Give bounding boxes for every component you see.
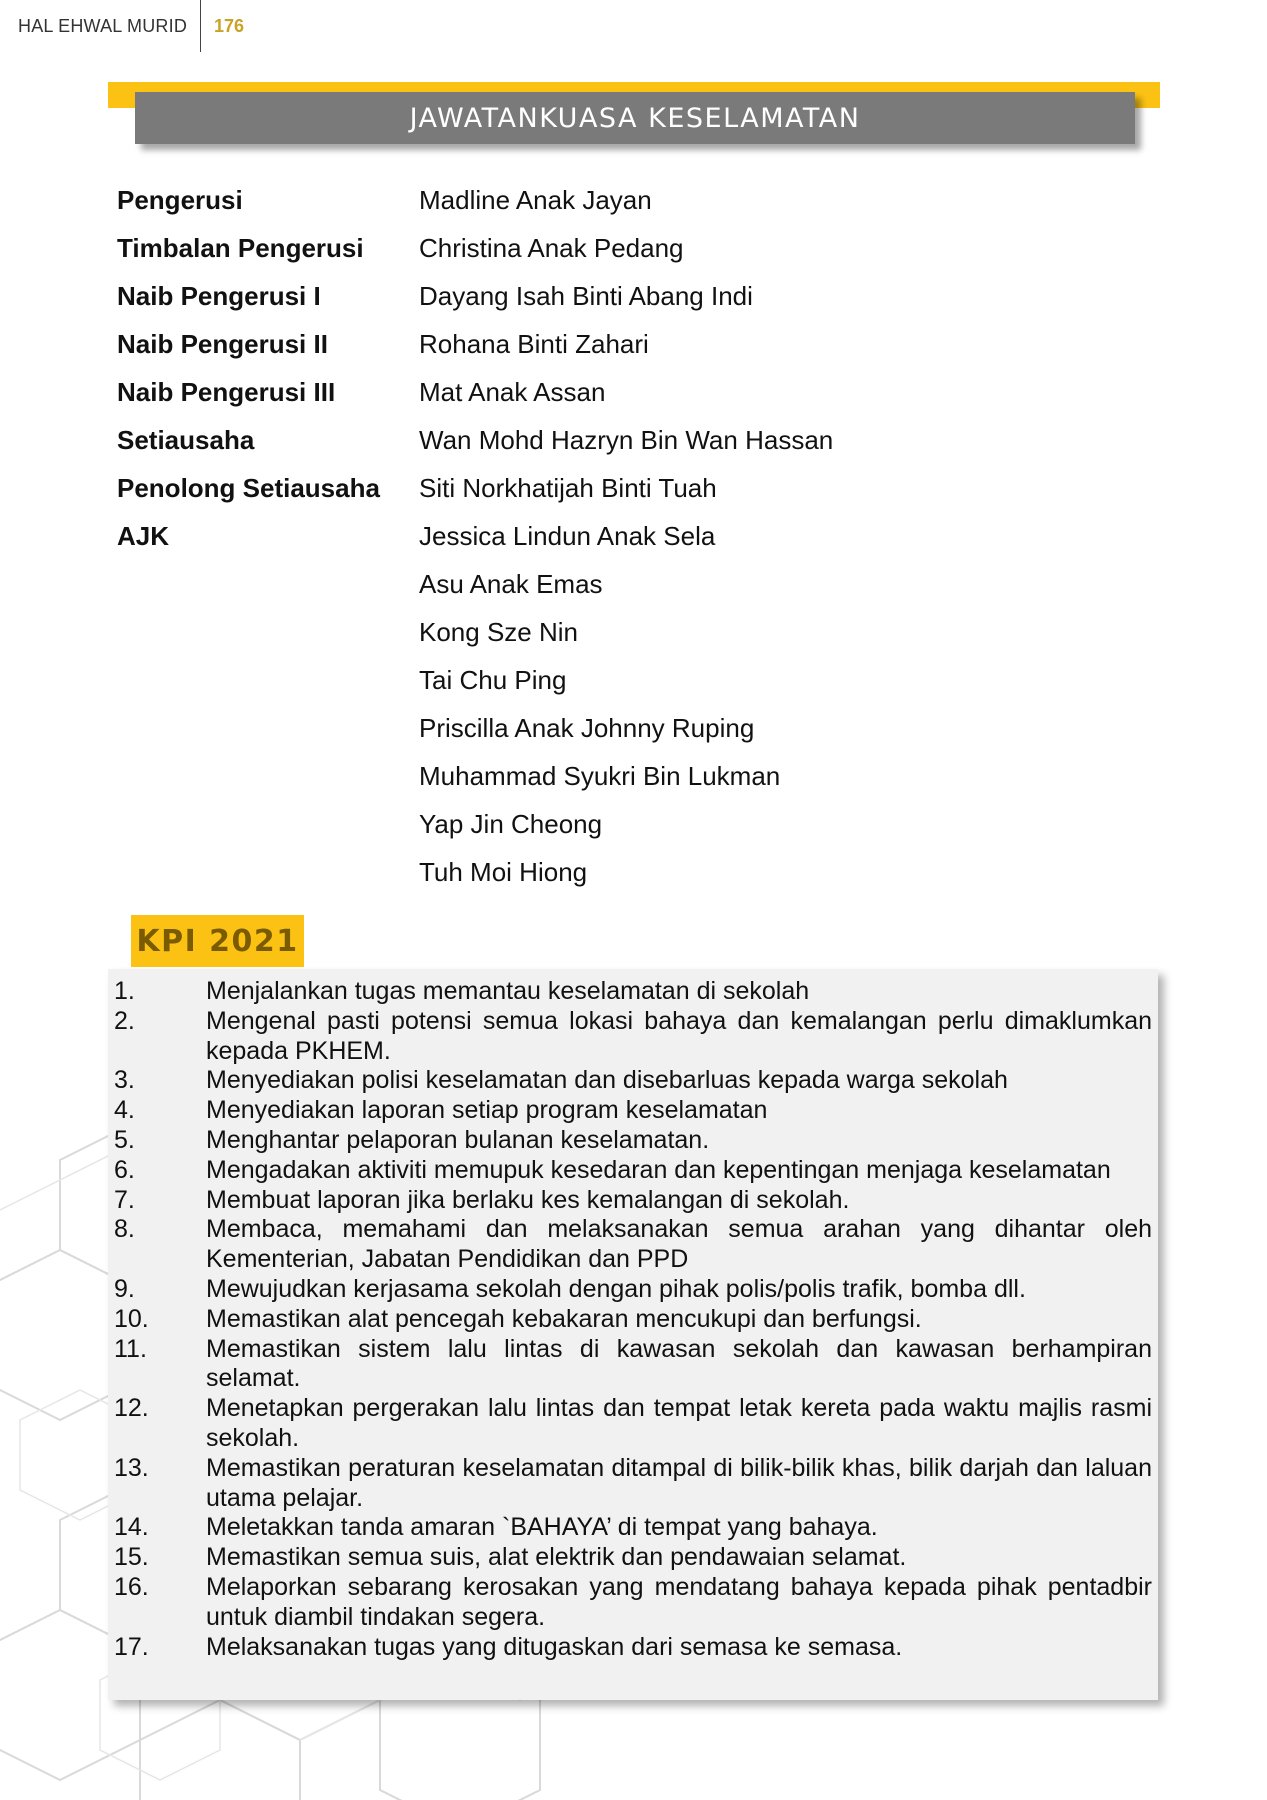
committee-row [117,656,833,704]
committee-row [117,512,833,560]
kpi-item-number: 6. [114,1155,135,1184]
kpi-item [108,1066,1158,1096]
kpi-panel [108,969,1158,1700]
kpi-item-number: 1. [114,977,135,1005]
committee-role: AJK [117,520,170,551]
kpi-list [108,977,1158,1662]
kpi-item-text: Membuat laporan jika berlaku kes kemalangan di sekolah. [206,1185,850,1214]
kpi-item [108,1543,1158,1573]
kpi-item [108,1215,1158,1275]
committee-member-name: Yap Jin Cheong [419,808,603,839]
committee-row [117,224,833,272]
committee-row [117,704,833,752]
committee-member-name: Mat Anak Assan [419,376,606,407]
committee-row [117,800,833,848]
committee-role: Pengerusi [117,184,243,215]
committee-member-name: Kong Sze Nin [419,616,578,647]
kpi-item [108,1633,1158,1663]
committee-member-name: Asu Anak Emas [419,568,603,599]
kpi-item [108,1454,1158,1514]
committee-role: Setiausaha [117,424,255,455]
committee-row [117,320,833,368]
kpi-item-number: 10. [114,1304,149,1333]
committee-role: Naib Pengerusi III [117,376,336,407]
committee-member-name: Tai Chu Ping [419,664,567,695]
kpi-item-number: 12. [114,1394,149,1423]
committee-row [117,272,833,320]
kpi-item [108,1275,1158,1305]
committee-row [117,416,833,464]
committee-row [117,176,833,224]
kpi-item-text: Memastikan alat pencegah kebakaran mencukupi dan berfungsi. [206,1304,922,1333]
page-number: 176 [214,16,245,36]
committee-row [117,368,833,416]
header-divider [200,0,201,52]
committee-member-name: Dayang Isah Binti Abang Indi [419,280,753,311]
kpi-item-number: 5. [114,1125,135,1154]
committee-row [117,752,833,800]
kpi-item [108,1513,1158,1543]
kpi-item-number: 9. [114,1274,135,1303]
running-header-section: HAL EHWAL MURID [18,16,188,36]
kpi-item [108,1126,1158,1156]
kpi-item-text: Menghantar pelaporan bulanan keselamatan. [206,1125,710,1154]
committee-role: Naib Pengerusi I [117,280,321,311]
kpi-item-text: Memastikan peraturan keselamatan ditampal di bilik-bilik khas, bilik darjah dan laluan utama pelajar. [206,1453,1152,1512]
kpi-item-number: 15. [114,1543,149,1572]
kpi-item [108,1186,1158,1216]
committee-row [117,848,833,896]
kpi-item-number: 11. [114,1334,147,1363]
kpi-item [108,1007,1158,1067]
kpi-section-label: KPI 2021 [131,915,304,967]
committee-member-name: Siti Norkhatijah Binti Tuah [419,472,717,503]
committee-row [117,464,833,512]
kpi-item [108,1573,1158,1633]
kpi-item-number: 3. [114,1066,135,1095]
kpi-item [108,977,1158,1007]
kpi-item-number: 7. [114,1185,135,1214]
kpi-item-text: Membaca, memahami dan melaksanakan semua arahan yang dihantar oleh Kementerian, Jabatan Pendidikan dan PPD [206,1215,1152,1274]
committee-member-name: Muhammad Syukri Bin Lukman [419,760,781,791]
committee-member-name: Tuh Moi Hiong [419,856,588,887]
kpi-item-number: 16. [114,1572,149,1601]
kpi-item-text: Memastikan sistem lalu lintas di kawasan sekolah dan kawasan berhampiran selamat. [206,1334,1152,1393]
committee-member-name: Priscilla Anak Johnny Ruping [419,712,755,743]
kpi-item-text: Mewujudkan kerjasama sekolah dengan pihak polis/polis trafik, bomba dll. [206,1274,1026,1303]
kpi-item-text: Melaksanakan tugas yang ditugaskan dari semasa ke semasa. [206,1632,903,1661]
committee-member-name: Wan Mohd Hazryn Bin Wan Hassan [419,424,834,455]
committee-row [117,560,833,608]
committee-member-name: Rohana Binti Zahari [419,328,649,359]
kpi-item [108,1335,1158,1395]
committee-role: Penolong Setiausaha [117,472,380,503]
kpi-item-text: Mengadakan aktiviti memupuk kesedaran dan kepentingan menjaga keselamatan [206,1155,1111,1184]
kpi-item [108,1394,1158,1454]
kpi-item-number: 8. [114,1215,135,1244]
kpi-item-text: Menyediakan polisi keselamatan dan disebarluas kepada warga sekolah [206,1066,1008,1095]
page-title: JAWATANKUASA KESELAMATAN [135,92,1135,144]
kpi-item-number: 17. [114,1632,149,1661]
kpi-item [108,1156,1158,1186]
committee-member-name: Madline Anak Jayan [419,184,652,215]
kpi-item [108,1305,1158,1335]
committee-member-name: Christina Anak Pedang [419,232,684,263]
committee-row [117,608,833,656]
kpi-item-text: Menjalankan tugas memantau keselamatan di sekolah [206,977,810,1005]
kpi-item-number: 14. [114,1513,149,1542]
kpi-item-text: Melaporkan sebarang kerosakan yang mendatang bahaya kepada pihak pentadbir untuk diambil tindakan segera. [206,1572,1152,1631]
committee-member-name: Jessica Lindun Anak Sela [419,520,716,551]
kpi-item-number: 4. [114,1096,135,1125]
kpi-item-number: 13. [114,1453,149,1482]
committee-list [117,176,833,896]
kpi-item [108,1096,1158,1126]
kpi-item-text: Mengenal pasti potensi semua lokasi bahaya dan kemalangan perlu dimaklumkan kepada PKHEM. [206,1006,1152,1065]
committee-role: Timbalan Pengerusi [117,232,364,263]
committee-role: Naib Pengerusi II [117,328,328,359]
kpi-item-text: Menyediakan laporan setiap program keselamatan [206,1096,768,1125]
kpi-item-text: Menetapkan pergerakan lalu lintas dan tempat letak kereta pada waktu majlis rasmi sekolah. [206,1394,1152,1452]
kpi-item-text: Memastikan semua suis, alat elektrik dan pendawaian selamat. [206,1543,907,1572]
kpi-item-number: 2. [114,1006,135,1035]
kpi-item-text: Meletakkan tanda amaran `BAHAYA’ di tempat yang bahaya. [206,1513,878,1542]
